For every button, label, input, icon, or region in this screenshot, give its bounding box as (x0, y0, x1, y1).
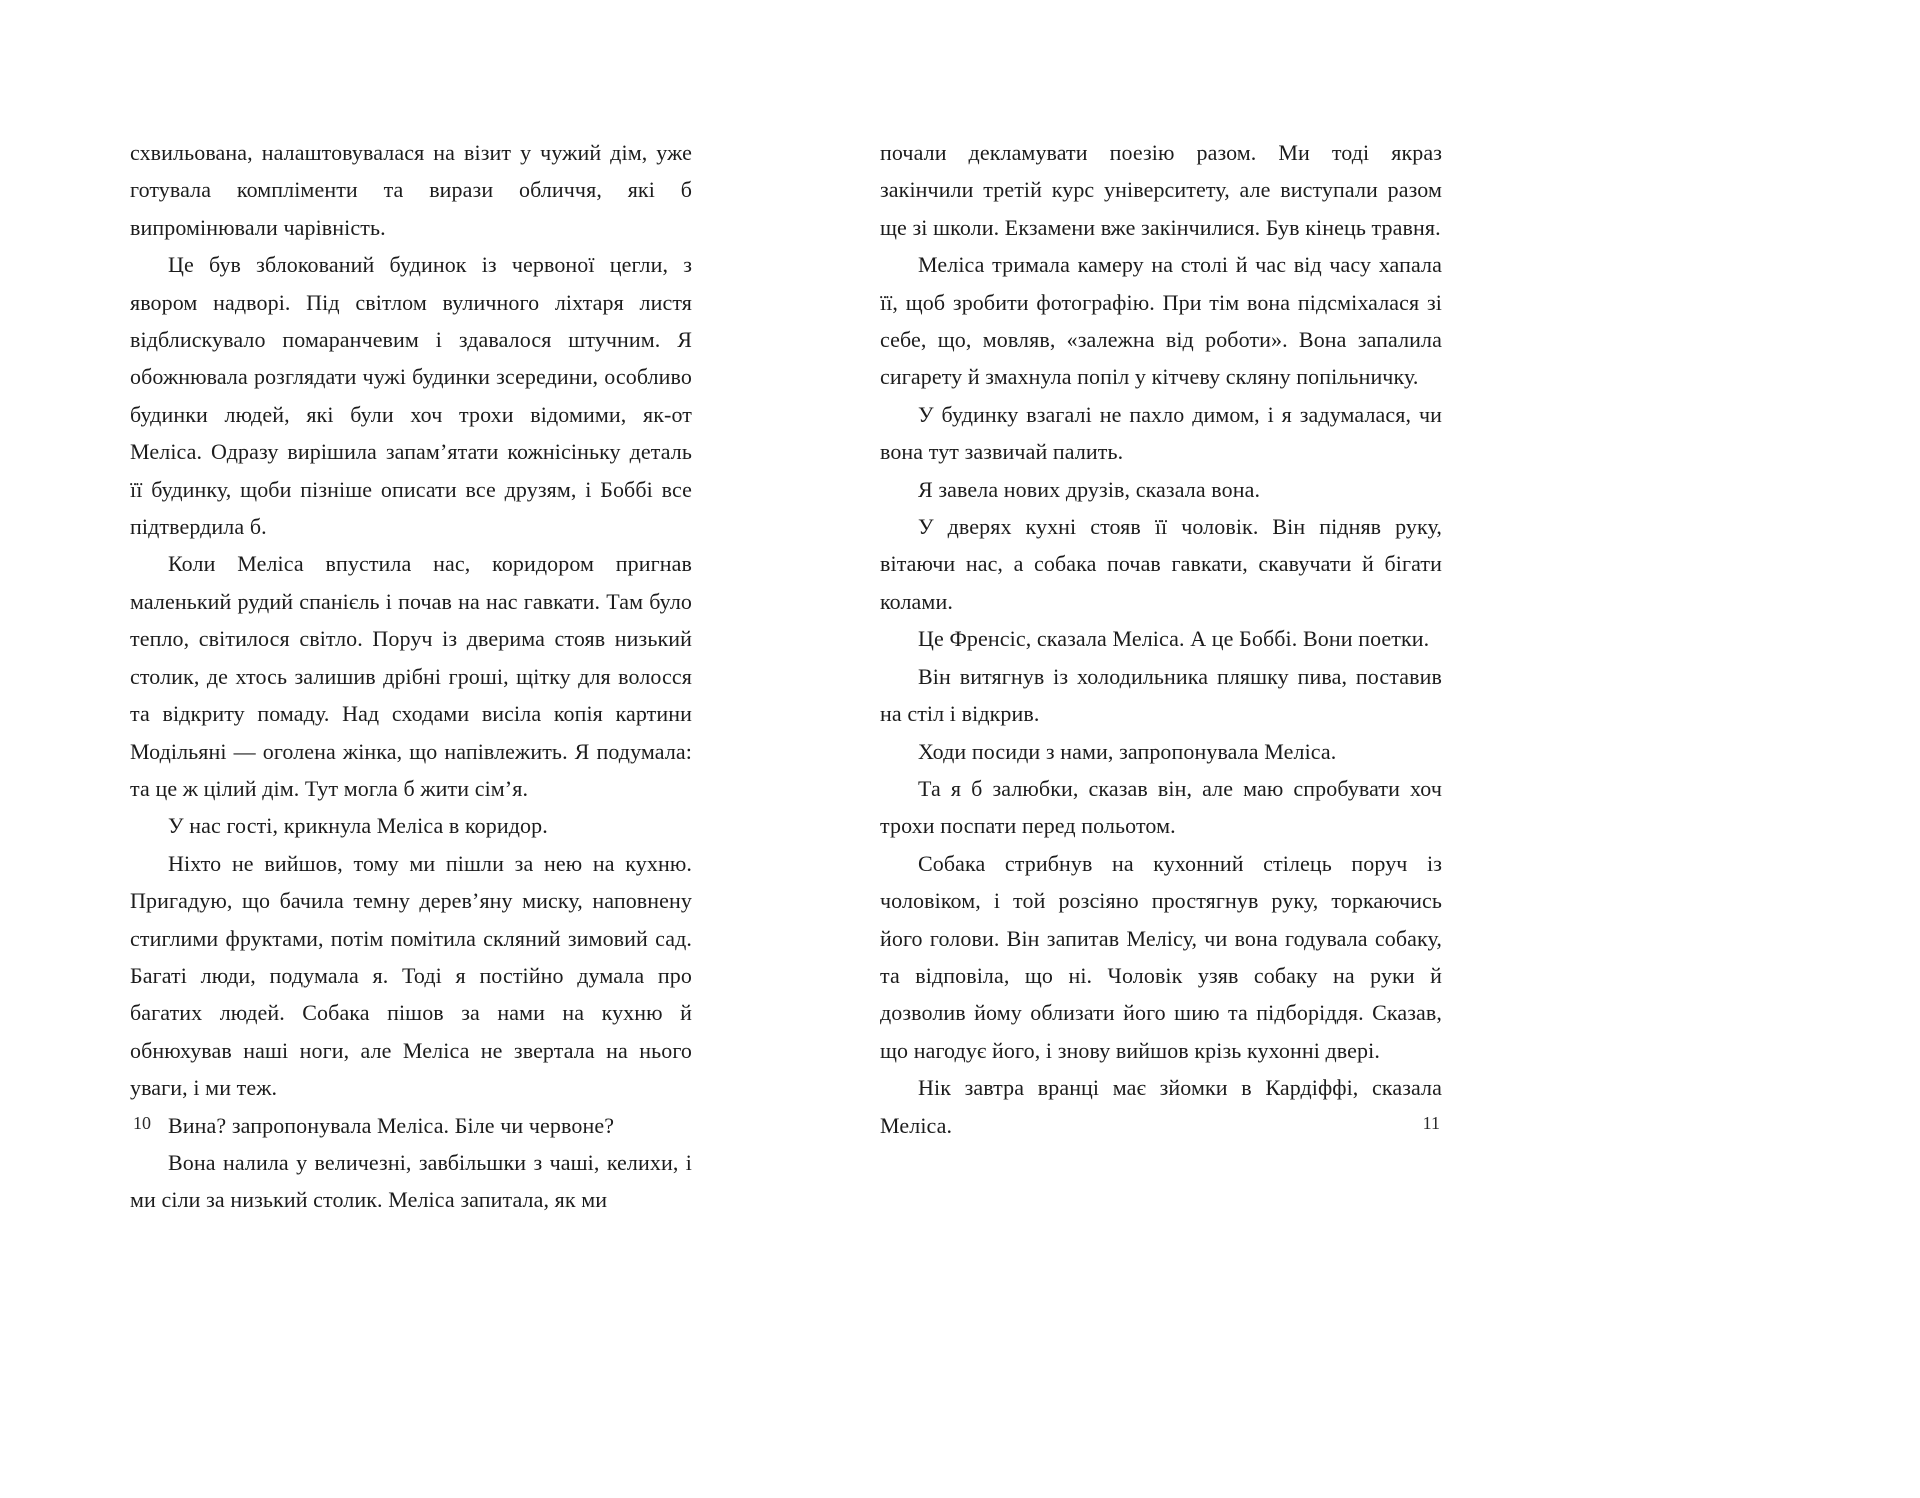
paragraph: Вона налила у величезні, завбільшки з чаші, келихи, і ми сіли за низький столик. Меліса запитала, як ми (130, 1149, 692, 1213)
paragraph: У дверях кухні стояв її чоловік. Він підняв руку, вітаючи нас, а собака почав гавкати, скавучати й бігати колами. (880, 514, 1442, 614)
paragraph: Він витягнув із холодильника пляшку пива, поставив на стіл і відкрив. (880, 663, 1442, 727)
paragraph: почали декламувати поезію разом. Ми тоді якраз закінчили третій курс університету, але виступали разом ще зі школи. Екзамени вже закінчилися. Був кінець травня. (880, 140, 1442, 240)
paragraph: Я завела нових друзів, сказала вона. (918, 476, 1261, 502)
paragraph: схвильована, налаштовувалася на візит у чужий дім, уже готувала компліменти та вирази обличчя, які б випромінювали чарівність. (130, 140, 692, 240)
page-number-right: 11 (1422, 1113, 1440, 1133)
paragraph: У будинку взагалі не пахло димом, і я задумалася, чи вона тут зазвичай палить. (880, 401, 1442, 465)
paragraph: Коли Меліса впустила нас, коридором пригнав маленький рудий спанієль і почав на нас гавкати. Там було тепло, світилося світло. Поруч із дверима стояв низький столик, де хтось залишив дрібні гроші, щітку для волосся та відкриту помаду. Над сходами висіла копія картини Модільяні — оголена жінка, що напівлежить. Я подумала: та це ж цілий дім. Тут могла б жити сім’я. (130, 551, 692, 801)
paragraph: Ніхто не вийшов, тому ми пішли за нею на кухню. Пригадую, що бачила темну дерев’яну миску, наповнену стиглими фруктами, потім помітила скляний зимовий сад. Багаті люди, подумала я. Тоді я постійно думала про багатих людей. Собака пішов за нами на кухню й обнюхував наші ноги, але Меліса не звертала на нього уваги, і ми теж. (130, 850, 692, 1101)
paragraph: Це Френсіс, сказала Меліса. А це Боббі. Вони поетки. (918, 626, 1430, 652)
page-number-left: 10 (133, 1113, 151, 1133)
paragraph: Та я б залюбки, сказав він, але маю спробувати хоч трохи поспати перед польотом. (880, 775, 1442, 839)
paragraph: Це був зблокований будинок із червоної цегли, з явором надворі. Під світлом вуличного ліхтаря листя відблискувало помаранчевим і здавалося штучним. Я обожнювала розглядати чужі будинки зсередини, особливо будинки людей, які були хоч трохи відомими, як-от Меліса. Одразу вирішила запам’ятати кожнісіньку деталь її будинку, щоби пізніше описати все друзям, і Боббі все підтвердила б. (130, 252, 692, 540)
paragraph: Ходи посиди з нами, запропонувала Меліса. (918, 738, 1337, 764)
paragraph: Собака стрибнув на кухонний стілець поруч із чоловіком, і той розсіяно простягнув руку, торкаючись його голови. Він запитав Мелісу, чи вона годувала собаку, та відповіла, що ні. Чоловік узяв собаку на руки й дозволив йому облизати його шию та підборіддя. Сказав, що нагодує його, і знову вийшов крізь кухонні двері. (880, 850, 1442, 1063)
page-left (130, 134, 692, 1219)
paragraph: У нас гості, крикнула Меліса в коридор. (168, 813, 548, 839)
page-right-text (880, 134, 1442, 1144)
page-right (880, 134, 1442, 1144)
paragraph: Меліса тримала камеру на столі й час від часу хапала її, щоб зробити фотографію. При тім вона підсміхалася зі себе, що, мовляв, «залежна від роботи». Вона запалила сигарету й змахнула попіл у кітчеву скляну попільничку. (880, 252, 1442, 390)
page-left-text (130, 134, 692, 1219)
paragraph: Вина? запропонувала Меліса. Біле чи червоне? (168, 1112, 615, 1138)
paragraph: Нік завтра вранці має зйомки в Кардіффі, сказала Меліса. (880, 1075, 1442, 1138)
